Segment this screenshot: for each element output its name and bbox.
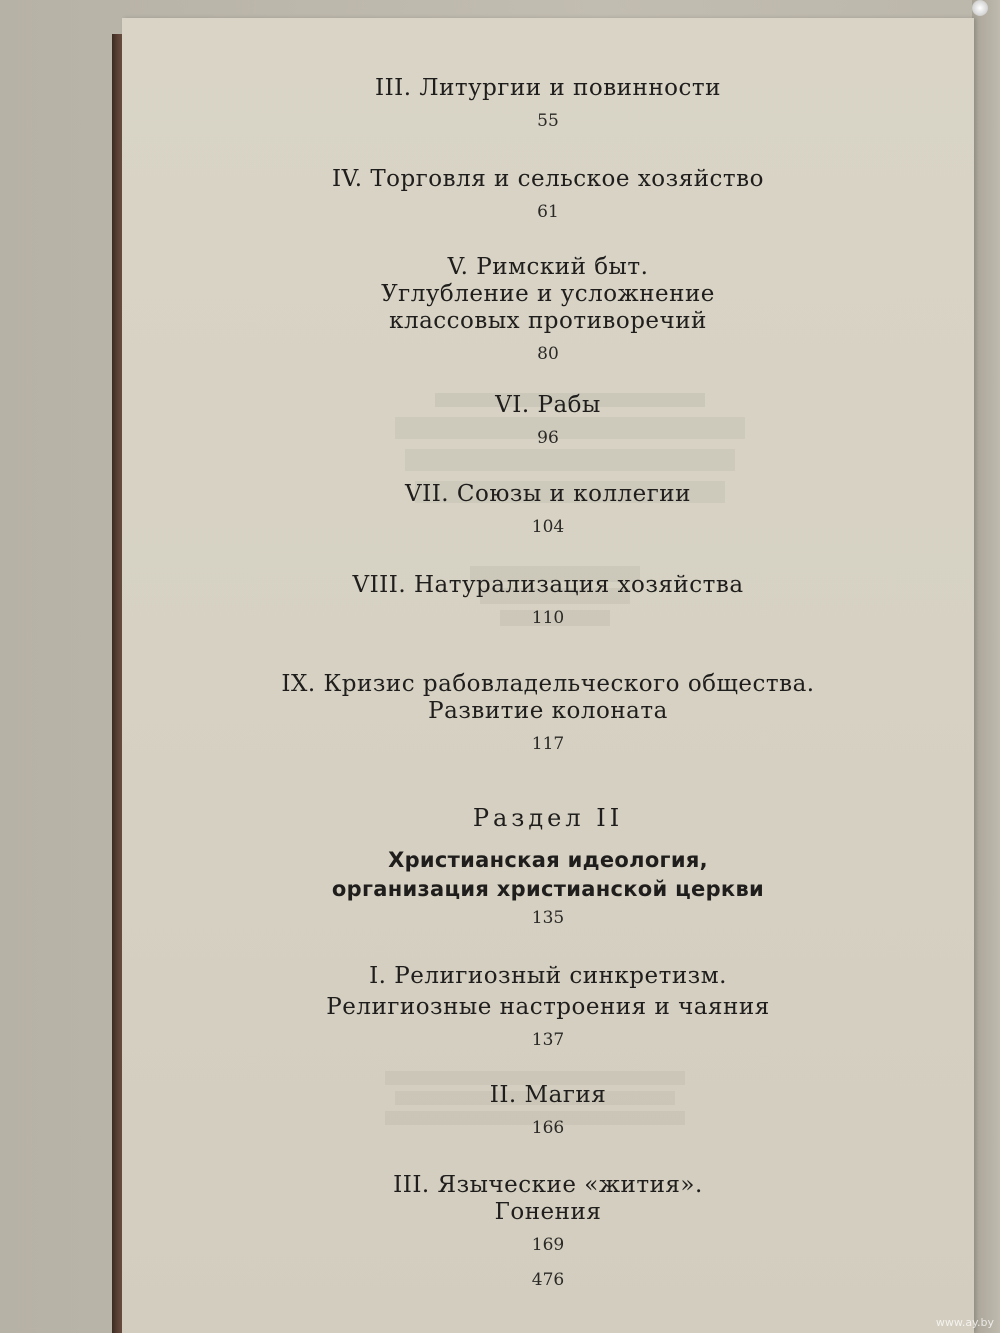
page-right-edge <box>972 0 1000 1333</box>
section-title: Христианская идеология, <box>388 848 708 872</box>
toc-entry-title: III. Литургии и повинности <box>375 75 721 101</box>
toc-entry-title: VI. Рабы <box>495 392 601 418</box>
toc-entry-title: VII. Союзы и коллегии <box>405 481 691 507</box>
toc-entry-page: 80 <box>537 344 559 364</box>
toc-entry-title: классовых противоречий <box>389 308 707 334</box>
toc-entry-page: 55 <box>537 111 559 131</box>
toc-entry-title: VIII. Натурализация хозяйства <box>352 572 744 598</box>
toc-entry <box>122 75 974 131</box>
toc-entry-page: 137 <box>531 1030 565 1050</box>
site-watermark: www.ay.by <box>935 1316 994 1329</box>
toc-entry <box>122 392 974 448</box>
page-number: 476 <box>531 1270 565 1290</box>
table-of-contents <box>122 0 974 1333</box>
toc-entry-page: 96 <box>537 428 559 448</box>
toc-entry <box>122 671 974 754</box>
corner-glare <box>972 0 988 16</box>
toc-entry-title: II. Магия <box>489 1082 607 1108</box>
section-label: Раздел II <box>472 804 624 832</box>
toc-entry <box>122 963 974 1050</box>
toc-entry-page: 169 <box>531 1235 565 1255</box>
toc-entry-title: Гонения <box>494 1199 602 1225</box>
toc-entry <box>122 1172 974 1255</box>
toc-entry-title: III. Языческие «жития». <box>393 1172 703 1198</box>
toc-entry <box>122 166 974 222</box>
toc-entry <box>122 481 974 537</box>
toc-entry-title: Развитие колоната <box>428 698 668 724</box>
toc-entry-page: 110 <box>531 608 565 628</box>
toc-entry <box>122 1082 974 1138</box>
toc-entry-title: I. Религиозный синкретизм. <box>369 963 727 989</box>
section-heading <box>122 804 974 928</box>
toc-entry-title: IV. Торговля и сельское хозяйство <box>332 166 764 192</box>
toc-entry-page: 117 <box>531 734 565 754</box>
toc-entry-title: Углубление и усложнение <box>381 281 715 307</box>
section-page: 135 <box>531 908 565 928</box>
section-title: организация христианской церкви <box>331 877 765 901</box>
toc-entry-page: 61 <box>537 202 559 222</box>
toc-entry-title: IX. Кризис рабовладельческого общества. <box>281 671 815 697</box>
toc-entry-title: V. Римский быт. <box>447 254 649 280</box>
toc-entry-page: 166 <box>531 1118 565 1138</box>
toc-entry-page: 104 <box>531 517 565 537</box>
toc-entry <box>122 254 974 364</box>
toc-entry <box>122 572 974 628</box>
toc-entry-title: Религиозные настроения и чаяния <box>326 994 770 1020</box>
